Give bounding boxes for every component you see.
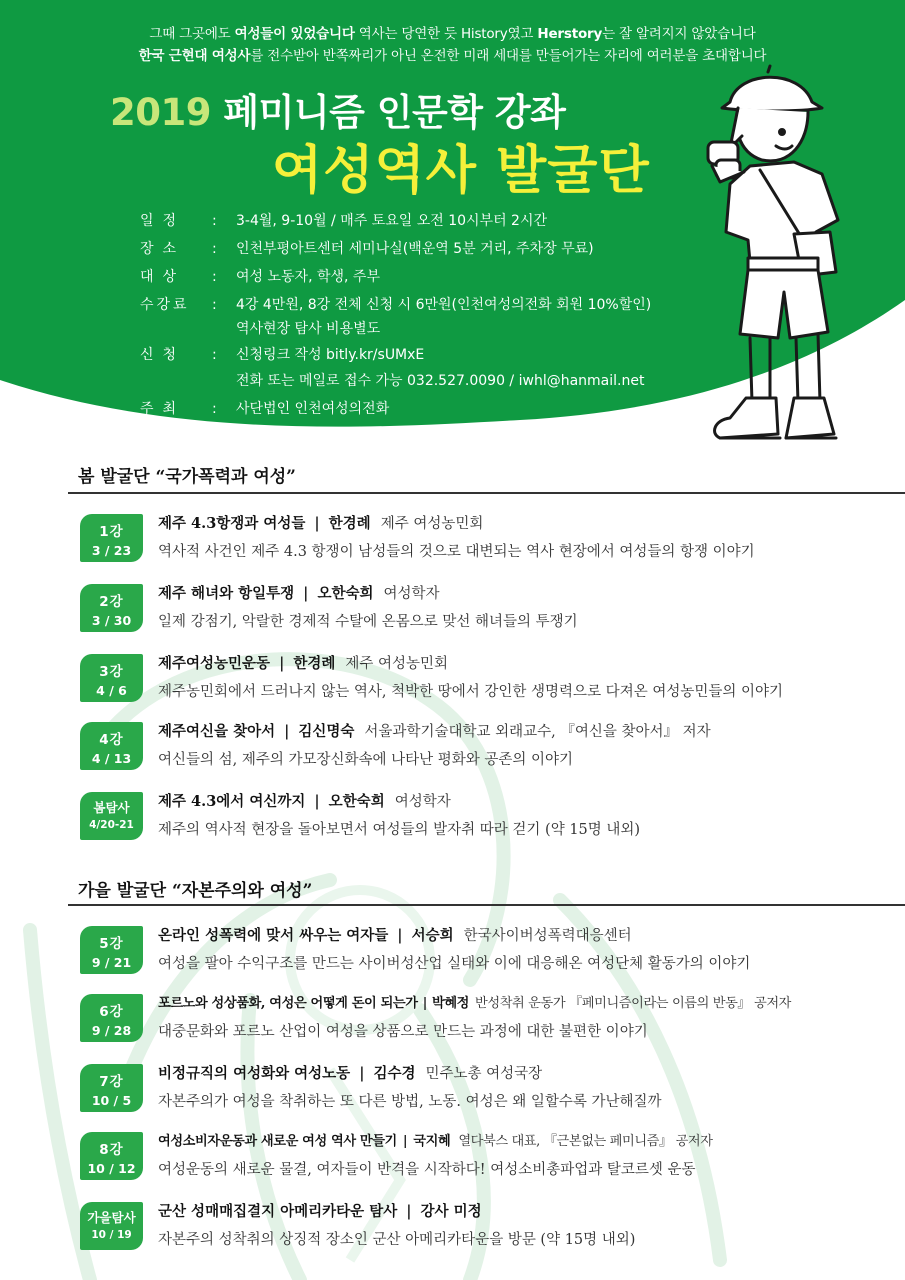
lecture-title: 제주여성농민운동 | 한경례 제주 여성농민회 <box>158 655 449 672</box>
lecture-badge: 가을탐사 10 / 19 <box>80 1202 143 1250</box>
lecture-badge: 5강 9 / 21 <box>80 926 143 974</box>
lecture-description: 역사적 사건인 제주 4.3 항쟁이 남성들의 것으로 대변되는 역사 현장에서 여성들의 항쟁 이야기 <box>158 544 755 560</box>
lecture-badge: 7강 10 / 5 <box>80 1064 143 1112</box>
explorer-figure-illustration <box>690 62 880 472</box>
lecture-description: 여성운동의 새로운 물결, 여자들이 반격을 시작하다! 여성소비총파업과 탈코르셋 운동 <box>158 1162 696 1178</box>
lecture-4 <box>80 720 900 780</box>
lecture-title: 온라인 성폭력에 맞서 싸우는 여자들 | 서승희 한국사이버성폭력대응센터 <box>158 927 632 944</box>
main-title: 여성역사 발굴단 <box>272 141 650 201</box>
info-fee-extra: 역사현장 탐사 비용별도 <box>236 321 381 337</box>
info-apply-extra: 전화 또는 메일로 접수 가능 032.527.0090 / iwhl@hanmail.net <box>236 373 645 389</box>
lecture-1 <box>80 512 900 572</box>
lecture-2 <box>80 582 900 642</box>
lecture-title: 제주여신을 찾아서 | 김신명숙 서울과학기술대학교 외래교수, 『여신을 찾아서』 저자 <box>158 723 711 740</box>
spring-section-title: 봄 발굴단 “국가폭력과 여성” <box>78 467 296 487</box>
lecture-description: 제주농민회에서 드러나지 않는 역사, 척박한 땅에서 강인한 생명력으로 다져온 여성농민들의 이야기 <box>158 684 783 700</box>
info-fee: 수강료 : 4강 4만원, 8강 전체 신청 시 6만원(인천여성의전화 회원 10%할인) <box>140 297 652 313</box>
info-location: 장소 : 인천부평아트센터 세미나실(백운역 5분 거리, 주차장 무료) <box>140 241 594 257</box>
lecture-badge: 6강 9 / 28 <box>80 994 143 1042</box>
info-schedule: 일정 : 3-4월, 9-10월 / 매주 토요일 오전 10시부터 2시간 <box>140 213 548 229</box>
lecture-badge: 8강 10 / 12 <box>80 1132 143 1180</box>
lecture-description: 제주의 역사적 현장을 돌아보면서 여성들의 발자취 따라 걷기 (약 15명 내외) <box>158 822 641 838</box>
lecture-description: 일제 강점기, 악랄한 경제적 수탈에 온몸으로 맞선 해녀들의 투쟁기 <box>158 614 578 630</box>
lecture-title: 비정규직의 여성화와 여성노동 | 김수경 민주노총 여성국장 <box>158 1065 543 1082</box>
lecture-title: 군산 성매매집결지 아메리카타운 탐사 | 강사 미정 <box>158 1203 482 1220</box>
autumn-section-divider <box>68 904 905 906</box>
intro-line-1: 그때 그곳에도 여성들이 있었습니다 역사는 당연한 듯 History였고 Herstory는 잘 알려지지 않았습니다 <box>149 26 756 42</box>
lecture-title: 포르노와 성상품화, 여성은 어떻게 돈이 되는가 | 박혜정 반성착취 운동가 『페미니즘이라는 이름의 반동』 공저자 <box>158 996 792 1011</box>
lecture-5 <box>80 924 900 984</box>
spring-section-divider <box>68 492 905 494</box>
autumn-section-title: 가을 발굴단 “자본주의와 여성” <box>78 881 313 901</box>
lecture-3 <box>80 652 900 712</box>
info-host: 주최 : 사단법인 인천여성의전화 <box>140 401 390 417</box>
lecture-badge: 3강 4 / 6 <box>80 654 143 702</box>
lecture-7 <box>80 1062 900 1122</box>
lecture-8 <box>80 1130 900 1190</box>
lecture-description: 여성을 팔아 수익구조를 만드는 사이버성산업 실태와 이에 대응해온 여성단체 활동가의 이야기 <box>158 956 751 972</box>
lecture-badge: 봄탐사 4/20-21 <box>80 792 143 840</box>
lecture-badge: 1강 3 / 23 <box>80 514 143 562</box>
lecture-badge: 4강 4 / 13 <box>80 722 143 770</box>
lecture-title: 여성소비자운동과 새로운 여성 역사 만들기 | 국지혜 열다북스 대표, 『근본없는 페미니즘』 공저자 <box>158 1134 713 1149</box>
lecture-spring-field-trip <box>80 790 900 850</box>
event-title: 2019 페미니즘 인문학 강좌 <box>110 91 566 134</box>
lecture-description: 자본주의 성착취의 상징적 장소인 군산 아메리카타운을 방문 (약 15명 내외) <box>158 1232 636 1248</box>
lecture-badge: 2강 3 / 30 <box>80 584 143 632</box>
intro-line-2: 한국 근현대 여성사를 전수받아 반쪽짜리가 아닌 온전한 미래 세대를 만들어가는 자리에 여러분을 초대합니다 <box>138 48 767 64</box>
info-apply: 신청 : 신청링크 작성 bitly.kr/sUMxE <box>140 347 425 363</box>
lecture-description: 여신들의 섬, 제주의 가모장신화속에 나타난 평화와 공존의 이야기 <box>158 752 574 768</box>
lecture-description: 자본주의가 여성을 착취하는 또 다른 방법, 노동. 여성은 왜 일할수록 가난해질까 <box>158 1094 662 1110</box>
lecture-autumn-field-trip <box>80 1200 900 1260</box>
lecture-6 <box>80 992 900 1052</box>
lecture-title: 제주 4.3에서 여신까지 | 오한숙희 여성학자 <box>158 793 451 810</box>
lecture-title: 제주 4.3항쟁과 여성들 | 한경례 제주 여성농민회 <box>158 515 484 532</box>
info-audience: 대상 : 여성 노동자, 학생, 주부 <box>140 269 380 285</box>
lecture-description: 대중문화와 포르노 산업이 여성을 상품으로 만드는 과정에 대한 불편한 이야기 <box>158 1024 648 1040</box>
lecture-title: 제주 해녀와 항일투쟁 | 오한숙희 여성학자 <box>158 585 440 602</box>
